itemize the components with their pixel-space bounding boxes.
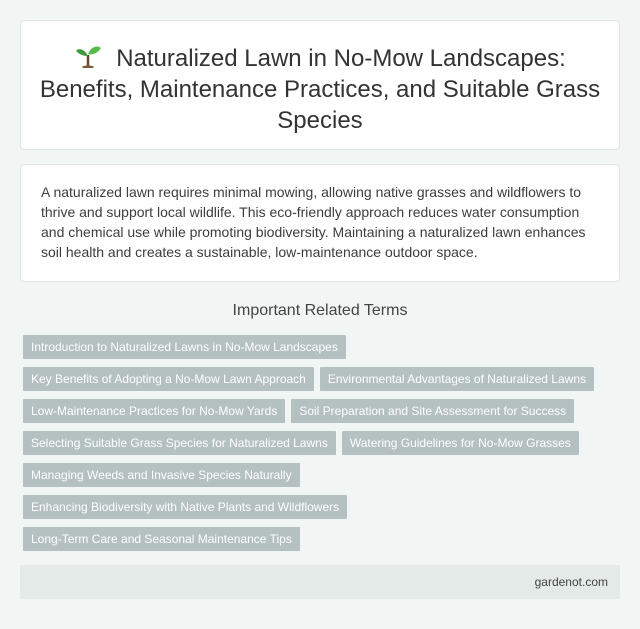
tag-row-5: [23, 463, 300, 487]
tag-long-term-care[interactable]: Long-Term Care and Seasonal Maintenance Tips: [23, 527, 300, 551]
description-card: [20, 164, 620, 282]
footer: [20, 565, 620, 599]
tag-row-2: [23, 367, 594, 391]
related-terms-heading: Important Related Terms: [232, 302, 408, 319]
tag-row-3: [23, 399, 574, 423]
tag-row-7: [23, 527, 300, 551]
tag-introduction[interactable]: Introduction to Naturalized Lawns in No-Mow Landscapes: [23, 335, 346, 359]
page-title: [39, 43, 601, 136]
tag-biodiversity[interactable]: Enhancing Biodiversity with Native Plants and Wildflowers: [23, 495, 347, 519]
title-card: [20, 20, 620, 150]
tag-row-6: [23, 495, 347, 519]
page-title-text: Naturalized Lawn in No-Mow Landscapes: Benefits, Maintenance Practices, and Suitable Grass Species: [39, 45, 601, 134]
tag-watering-guidelines[interactable]: Watering Guidelines for No-Mow Grasses: [342, 431, 579, 455]
tag-row-1: [23, 335, 346, 359]
description-text: A naturalized lawn requires minimal mowing, allowing native grasses and wildflowers to thrive and support local wildlife. This eco-friendly approach reduces water consumption and chemical use while promoting biodiversity. Maintaining a naturalized lawn enhances soil health and creates a sustainable, low-maintenance outdoor space.: [41, 184, 586, 260]
tag-grass-species[interactable]: Selecting Suitable Grass Species for Naturalized Lawns: [23, 431, 336, 455]
tag-row-4: [23, 431, 579, 455]
tag-key-benefits[interactable]: Key Benefits of Adopting a No-Mow Lawn Approach: [23, 367, 314, 391]
sprout-icon: [74, 44, 102, 68]
tag-environmental-advantages[interactable]: Environmental Advantages of Naturalized Lawns: [320, 367, 594, 391]
tag-managing-weeds[interactable]: Managing Weeds and Invasive Species Naturally: [23, 463, 300, 487]
footer-site-link[interactable]: gardenot.com: [534, 575, 608, 589]
tag-low-maintenance[interactable]: Low-Maintenance Practices for No-Mow Yards: [23, 399, 285, 423]
tag-soil-preparation[interactable]: Soil Preparation and Site Assessment for Success: [291, 399, 574, 423]
